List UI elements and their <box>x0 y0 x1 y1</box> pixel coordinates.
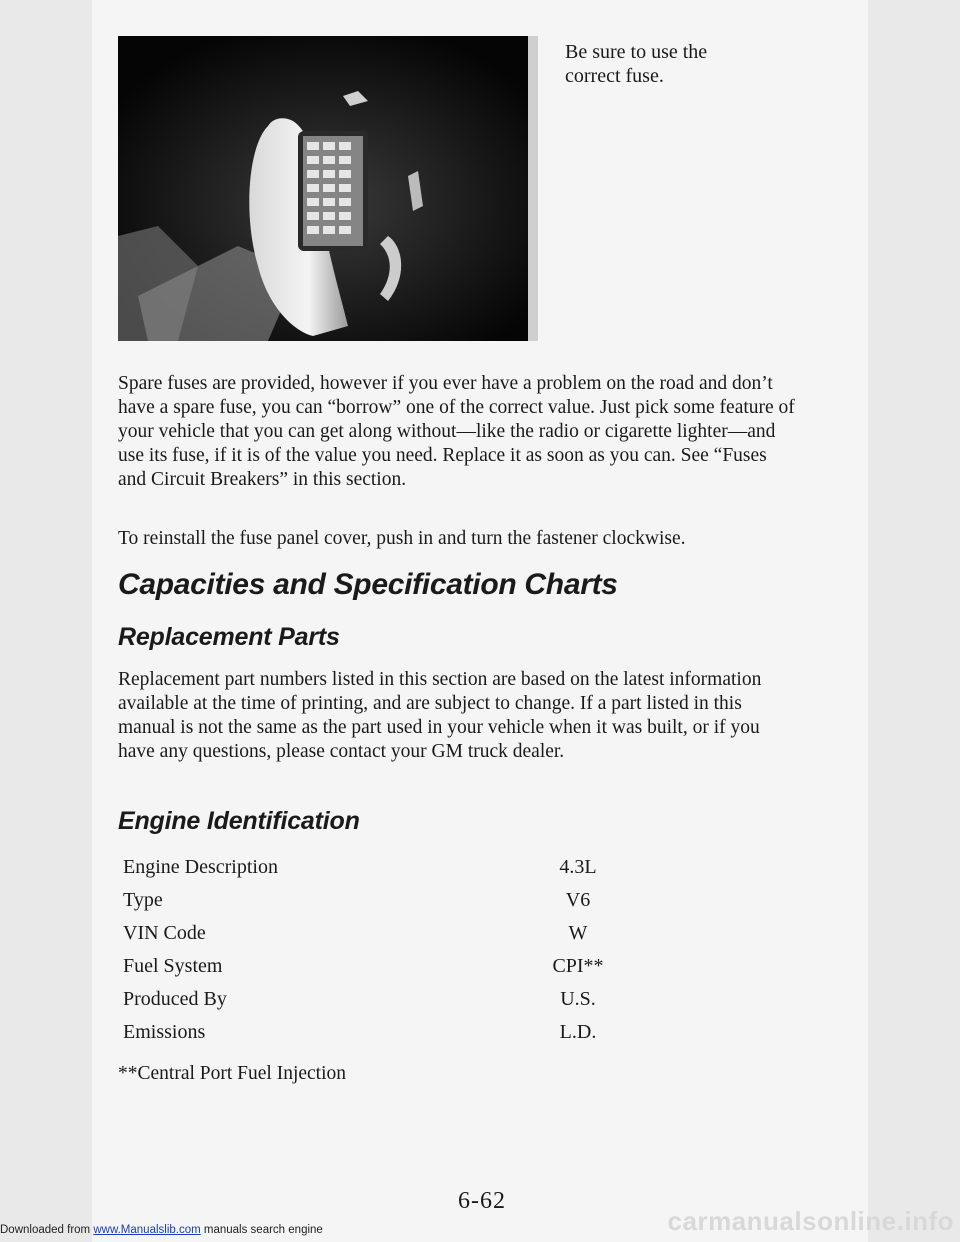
spare-fuses-paragraph: Spare fuses are provided, however if you ever have a problem on the road and don’t have a spare fuse, you can “borrow” one of the correct value. Just pick some feature of your vehicle that you can get along without—like the radio or cigarette lighter—and use its fuse, if it is of the value you need. Replace it as soon as you can. See “Fuses and Circuit Breakers” in this section. <box>118 373 795 490</box>
page-number: 6-62 <box>458 1188 506 1214</box>
spec-value: L.D. <box>559 1021 597 1043</box>
spec-row <box>118 984 618 1017</box>
engine-identification-heading: Engine Identification <box>118 807 360 835</box>
fuse-panel-photo <box>118 36 538 341</box>
reinstall-paragraph: To reinstall the fuse panel cover, push in and turn the fastener clockwise. <box>118 528 686 549</box>
watermark-prefix: Downloaded from <box>0 1224 94 1236</box>
spec-row <box>118 1017 618 1050</box>
watermark-suffix: manuals search engine <box>200 1224 323 1236</box>
spec-row <box>118 852 618 885</box>
spec-label: VIN Code <box>123 922 206 944</box>
spec-label: Type <box>123 889 163 911</box>
spec-label: Fuel System <box>123 955 223 977</box>
spec-value: 4.3L <box>559 856 597 878</box>
replacement-parts-heading: Replacement Parts <box>118 623 340 651</box>
photo-caption <box>565 40 785 88</box>
spec-row <box>118 951 618 984</box>
replacement-paragraph: Replacement part numbers listed in this section are based on the latest information available at the time of printing, and are subject to change. If a part listed in this manual is not the same as the part used in your vehicle when it was built, or if you have any questions, please contact your GM truck dealer. <box>118 669 762 762</box>
caption-line-2: correct fuse. <box>565 65 664 87</box>
spec-value: V6 <box>565 889 591 911</box>
engine-spec-table <box>118 852 618 1050</box>
capacities-heading: Capacities and Specification Charts <box>118 568 618 601</box>
spec-row <box>118 918 618 951</box>
spec-label: Produced By <box>123 988 227 1010</box>
spec-value: W <box>568 922 588 944</box>
manualslib-link[interactable]: www.Manualslib.com <box>93 1224 201 1236</box>
spec-value: CPI** <box>552 955 604 977</box>
site-watermark: carmanualsonline.info <box>667 1206 954 1236</box>
caption-line-1: Be sure to use the <box>565 41 708 63</box>
download-watermark <box>0 1224 323 1236</box>
spec-label: Engine Description <box>123 856 278 878</box>
footnote: **Central Port Fuel Injection <box>118 1063 347 1084</box>
spec-label: Emissions <box>123 1021 206 1043</box>
spec-value: U.S. <box>560 988 596 1010</box>
spec-row <box>118 885 618 918</box>
